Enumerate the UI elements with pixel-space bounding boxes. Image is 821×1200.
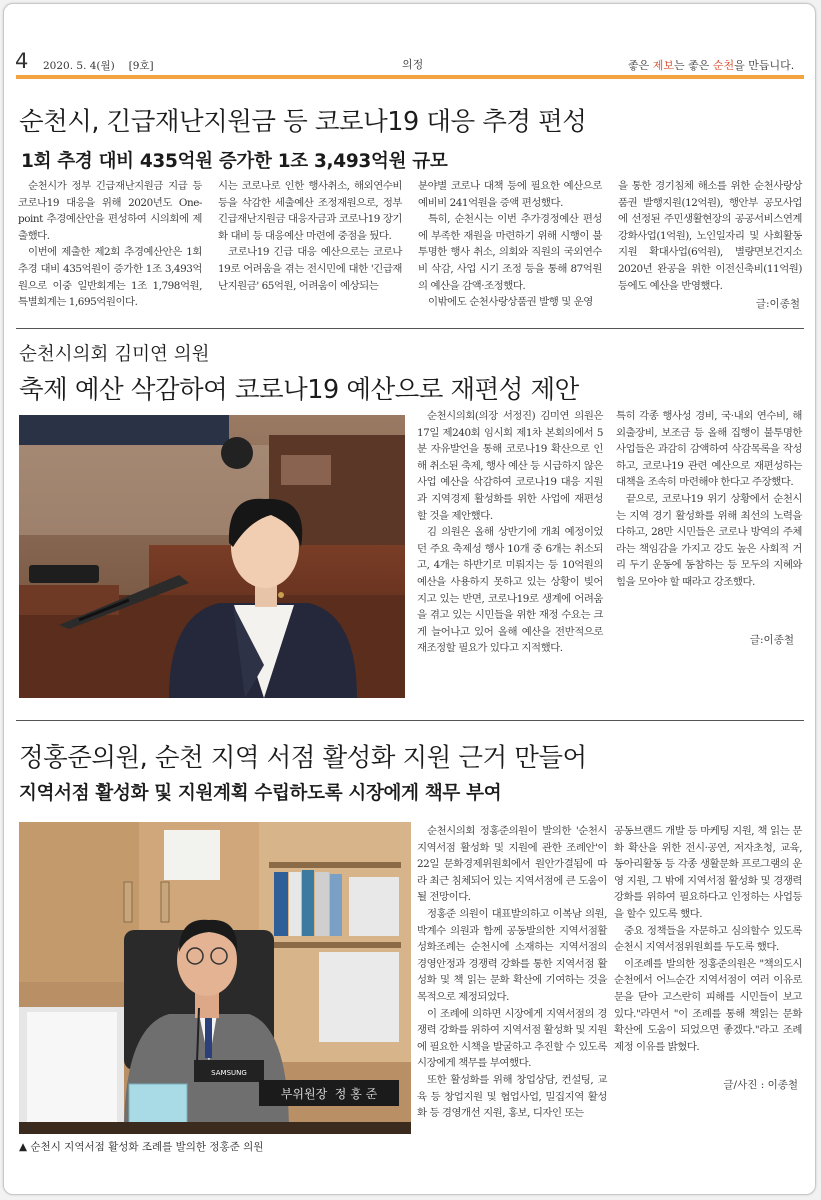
article2-photo	[19, 415, 405, 698]
page-number: 4	[15, 49, 29, 73]
article3-column-1	[417, 823, 607, 1122]
article1-column-2	[218, 178, 402, 294]
slogan-part: 좋은	[628, 59, 653, 72]
paragraph: 이번에 제출한 제2회 추경예산안은 1회 추경 대비 435억원이 증가한 1조 3,493억원으로 이중 일반회계는 1조 1,798억원, 특별회계는 1,695억원이다.	[18, 246, 202, 309]
article-divider	[16, 720, 804, 721]
paragraph: 이 조례에 의하면 시장에게 지역서점의 경쟁력 강화를 위하여 지역서점 활성화 및 지원에 필요한 시책을 발굴하고 추진할 수 있도록 시장에게 책무를 부여했다.	[417, 1007, 607, 1070]
nameplate: 부위원장 정 홍 준	[280, 1087, 378, 1101]
slogan	[628, 57, 794, 73]
issue-date: 2020. 5. 4(월) [9호]	[43, 60, 154, 72]
article1-subtitle: 1회 추경 대비 435억원 증가한 1조 3,493억원 규모	[21, 151, 448, 172]
monitor-brand: SAMSUNG	[211, 1069, 247, 1077]
article3-photo	[19, 822, 411, 1134]
article1-column-1	[18, 178, 202, 311]
article1-byline: 글:이종철	[755, 298, 800, 310]
paragraph: 이밖에도 순천사랑상품권 발행 및 운영	[428, 296, 593, 309]
slogan-part: 는 좋은	[674, 59, 713, 72]
article-divider	[16, 328, 804, 329]
article2-column-2	[616, 408, 802, 591]
paragraph: 공동브랜드 개발 등 마케팅 지원, 책 읽는 문화 확산을 위한 전시·공연, 저자초청, 교육, 동아리활동 등 각종 생활문화 프로그램의 운영 지원, 그 밖에 지역서점 활성화 및 경쟁력 강화를 위하여 필요하다고 인정하는 사업등을 할수 있도록 했다.	[614, 825, 802, 920]
article1-title: 순천시, 긴급재난지원금 등 코로나19 대응 추경 편성	[19, 107, 587, 137]
article2-title: 축제 예산 삭감하여 코로나19 예산으로 재편성 제안	[19, 375, 579, 405]
paragraph: 순천시의회(의장 서정진) 김미연 의원은 17일 제240회 임시회 제1차 본회의에서 5분 자유발언을 통해 코로나19 확산으로 인해 취소된 축제, 행사 예산 등 시급하지 않은 사업 예산을 삭감하여 코로나19 대응 지원과 지역경제 활성화를 위한 사업에 재편성할 것을 제안했다.	[417, 410, 603, 522]
paragraph: 을 통한 경기침체 해소를 위한 순천사랑상품권 발행지원(12억원), 행안부 공모사업에 선정된 주민생활현장의 공공서비스연계 강화사업(1억원), 노인일자리 및 사회활동지원 확대사업(6억원), 별량면보건지소 2020년 완공을 위한 이전신축비(11억원) 등에도 예산을 반영했다.	[618, 180, 802, 292]
paragraph: 이조례를 발의한 정홍준의원은 "책의도시 순천에서 어느순간 지역서점이 여러 이유로 문을 닫아 고스란히 피해를 시민들이 보고 있다."라면서 "이 조례를 통해 책읽는 문화확산에 도움이 되었으면 좋겠다."라고 조례제정 이유를 밝혔다.	[614, 957, 802, 1053]
paragraph: 특히 각종 행사성 경비, 국·내외 연수비, 해외출장비, 보조금 등 올해 집행이 불투명한 사업들은 과감히 감액하여 삭감목록을 작성하고, 코로나19 관련 예산으로 재편성하는 대책을 조속히 마련해야 한다고 주장했다.	[616, 410, 802, 489]
council-member-photo	[19, 822, 411, 1134]
paragraph: 순천시의회 정홍준의원이 발의한 '순천시 지역서점 활성화 및 지원에 관한 조례안'이 22일 문화경제위원회에서 원안가결됨에 따라 최근 침체되어 있는 지역서점에 큰 도움이 될 전망이다.	[417, 825, 607, 904]
article3-column-2	[614, 823, 802, 1055]
council-member-photo	[19, 415, 405, 698]
article2-kicker: 순천시의회 김미연 의원	[19, 344, 210, 365]
article1-column-4	[618, 178, 802, 294]
article1-column-3	[418, 178, 602, 311]
slogan-part: 제보	[652, 59, 675, 72]
paragraph: 분야별 코로나 대책 등에 필요한 예산으로 예비비 241억원을 증액 편성했다.	[418, 180, 602, 209]
photo-caption: ▲ 순천시 지역서점 활성화 조례를 발의한 정홍준 의원	[19, 1141, 264, 1153]
article2-byline: 글:이종철	[749, 634, 794, 646]
paragraph: 정홍준 의원이 대표발의하고 이복남 의원, 박계수 의원과 함께 공동발의한 지역서점활성화조례는 순천시에 소재하는 지역서점의 경영안정과 경쟁력 강화를 통한 지역서점 활성화 및 책 읽는 문화 확산에 기여하는 것을 목적으로 제정되었다.	[417, 907, 607, 1003]
paragraph: 코로나19 긴급 대응 예산으로는 코로나19로 어려움을 겪는 전시민에 대한 '긴급재난지원금' 65억원, 어려움이 예상되는	[218, 246, 402, 292]
slogan-part: 을 만듭니다.	[734, 59, 795, 72]
paragraph: 김 의원은 올해 상반기에 개최 예정이었던 주요 축제성 행사 10개 중 6개는 취소되고, 4개는 하반기로 미뤄지는 등 10억원의 예산을 사용하지 못하고 있는 상황이 빚어지고 있는 반면, 코로나19로 생계에 어려움을 겪고 있는 시민들을 위한 재정 수요는 크게 늘어나고 있어 올해 예산을 전반적으로 재조정할 필요가 있다고 지적했다.	[417, 526, 603, 655]
article3-title: 정홍준의원, 순천 지역 서점 활성화 지원 근거 만들어	[19, 743, 587, 773]
paragraph: 특히, 순천시는 이번 추가경정예산 편성에 부족한 재원을 마련하기 위해 시행이 불투명한 행사 취소, 의회와 직원의 국외연수비 삭감, 사업 시기 조정 등을 통해 87억원의 예산을 감액·조정했다.	[418, 213, 602, 292]
article3-subtitle: 지역서점 활성화 및 지원계획 수립하도록 시장에게 책무 부여	[19, 783, 502, 804]
header-accent-bar	[16, 75, 804, 79]
paragraph: 중요 정책들을 자문하고 심의할수 있도록 순천시 지역서점위원회를 두도록 했다.	[614, 924, 802, 954]
article2-column-1	[417, 408, 603, 657]
section-name: 의정	[402, 58, 424, 71]
paragraph: 또한 활성화를 위해 창업상담, 컨설팅, 교육 등 창업지원 및 협업사업, 밀집지역 활성화 등 경영개선 지원, 홍보, 디자인 또는	[417, 1073, 607, 1120]
article3-byline: 글/사진 : 이종철	[723, 1079, 798, 1091]
paragraph: 끝으로, 코로나19 위기 상황에서 순천시는 지역 경기 활성화를 위해 최선의 노력을 다하고, 28만 시민들은 코로나 방역의 주체라는 책임감을 가지고 강도 높은 사회적 거리 두기 운동에 동참하는 등 모두의 지혜와 힘을 모아야 할 때라고 강조했다.	[616, 492, 802, 588]
paragraph: 순천시가 정부 긴급재난지원금 지급 등 코로나19 대응을 위해 2020년도 One-point 추경예산안을 편성하여 시의회에 제출했다.	[18, 180, 202, 242]
paragraph: 시는 코로나로 인한 행사취소, 해외연수비 등을 삭감한 세출예산 조정재원으로, 정부 긴급재난지원금 대응자금과 코로나19 장기화 대비 등 대응예산 마련에 중점을 뒀다.	[218, 180, 402, 242]
slogan-part: 순천	[712, 59, 735, 72]
